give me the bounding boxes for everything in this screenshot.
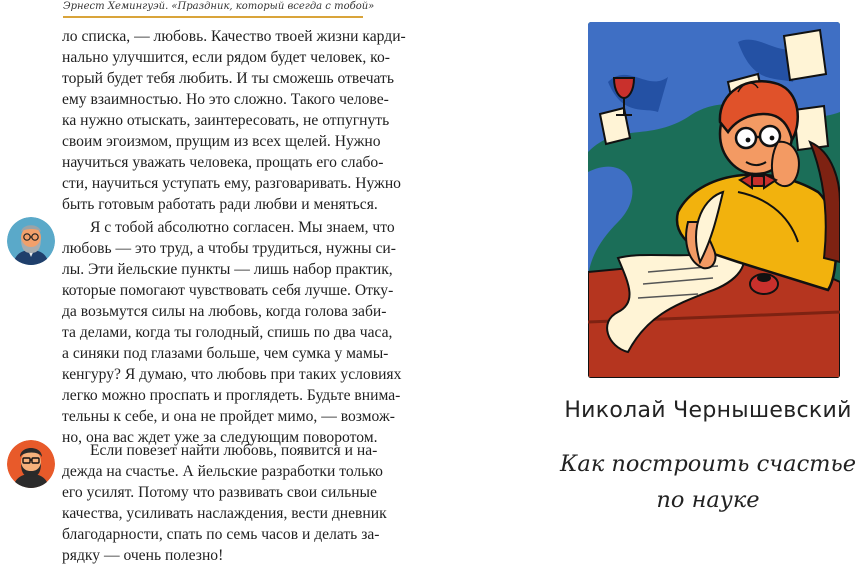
text-line: нально улучшится, если рядом будет человек, ко- bbox=[62, 49, 390, 66]
text-line: кенгуру? Я думаю, что любовь при таких условиях bbox=[62, 366, 402, 383]
writer-at-desk-illustration-icon bbox=[588, 22, 840, 378]
paragraph-2 bbox=[62, 217, 402, 448]
book-cover-illustration bbox=[588, 22, 840, 378]
text-line: его усилят. Потому что развивать свои сильные bbox=[62, 484, 377, 501]
book-title-line: по науке bbox=[656, 487, 760, 513]
paragraph-3 bbox=[62, 440, 387, 566]
text-line: любовь — это труд, а чтобы трудиться, нужны си- bbox=[62, 240, 396, 257]
commentator-avatar-gray-beard bbox=[7, 217, 55, 265]
text-line: ло списка, — любовь. Качество твоей жизни карди- bbox=[62, 28, 406, 45]
text-line: ему взаимностью. Но это сложно. Такого челове- bbox=[62, 91, 389, 108]
avatar-illustration-icon bbox=[7, 440, 55, 488]
commentator-avatar-red-hair bbox=[7, 440, 55, 488]
text-line: тельны к себе, и она не пройдет мимо, — возмож- bbox=[62, 408, 395, 425]
book-title-line: Как построить счастье bbox=[560, 451, 856, 477]
text-line: торый будет тебя любить. И ты сможешь отвечать bbox=[62, 70, 394, 87]
text-line: быть готовым работать ради любви и меняться. bbox=[62, 196, 378, 213]
avatar-illustration-icon bbox=[7, 217, 55, 265]
text-line: рядку — очень полезно! bbox=[62, 547, 224, 564]
text-line: благодарности, спать по семь часов и делать за- bbox=[62, 526, 380, 543]
text-line: лы. Эти йельские пункты — лишь набор практик, bbox=[62, 261, 393, 278]
text-line: легко можно проспать и проглядеть. Будьте внима- bbox=[62, 387, 401, 404]
book-author: Николай Чернышевский bbox=[564, 398, 852, 423]
text-line: та делами, когда ты голодный, спишь по два часа, bbox=[62, 324, 393, 341]
text-line: сти, научиться уступать ему, разговаривать. Нужно bbox=[62, 175, 401, 192]
text-line: качества, усиливать наслаждения, вести дневник bbox=[62, 505, 387, 522]
book-title bbox=[560, 446, 856, 518]
text-line: а синяки под глазами больше, чем сумка у мамы- bbox=[62, 345, 389, 362]
text-line: научиться уважать человека, прощать его слабо- bbox=[62, 154, 384, 171]
text-line: дежда на счастье. А йельские разработки только bbox=[62, 463, 383, 480]
text-line: своим эгоизмом, прущим из всех щелей. Нужно bbox=[62, 133, 381, 150]
text-line: Я с тобой абсолютно согласен. Мы знаем, что bbox=[90, 219, 395, 236]
text-line: Если повезет найти любовь, появится и на- bbox=[90, 442, 378, 459]
text-line: да возьмутся силы на любовь, когда голова заби- bbox=[62, 303, 387, 320]
running-head: Эрнест Хемингуэй. «Праздник, который всегда с тобой» bbox=[63, 0, 363, 18]
right-page bbox=[560, 0, 856, 547]
text-line: которые помогают чувствовать себя лучше. Отку- bbox=[62, 282, 394, 299]
text-line: ка нужно отыскать, заинтересовать, не отпугнуть bbox=[62, 112, 390, 129]
paragraph-1 bbox=[62, 26, 406, 215]
text-line: но, она вас ждет уже за следующим поворотом. bbox=[62, 429, 378, 446]
